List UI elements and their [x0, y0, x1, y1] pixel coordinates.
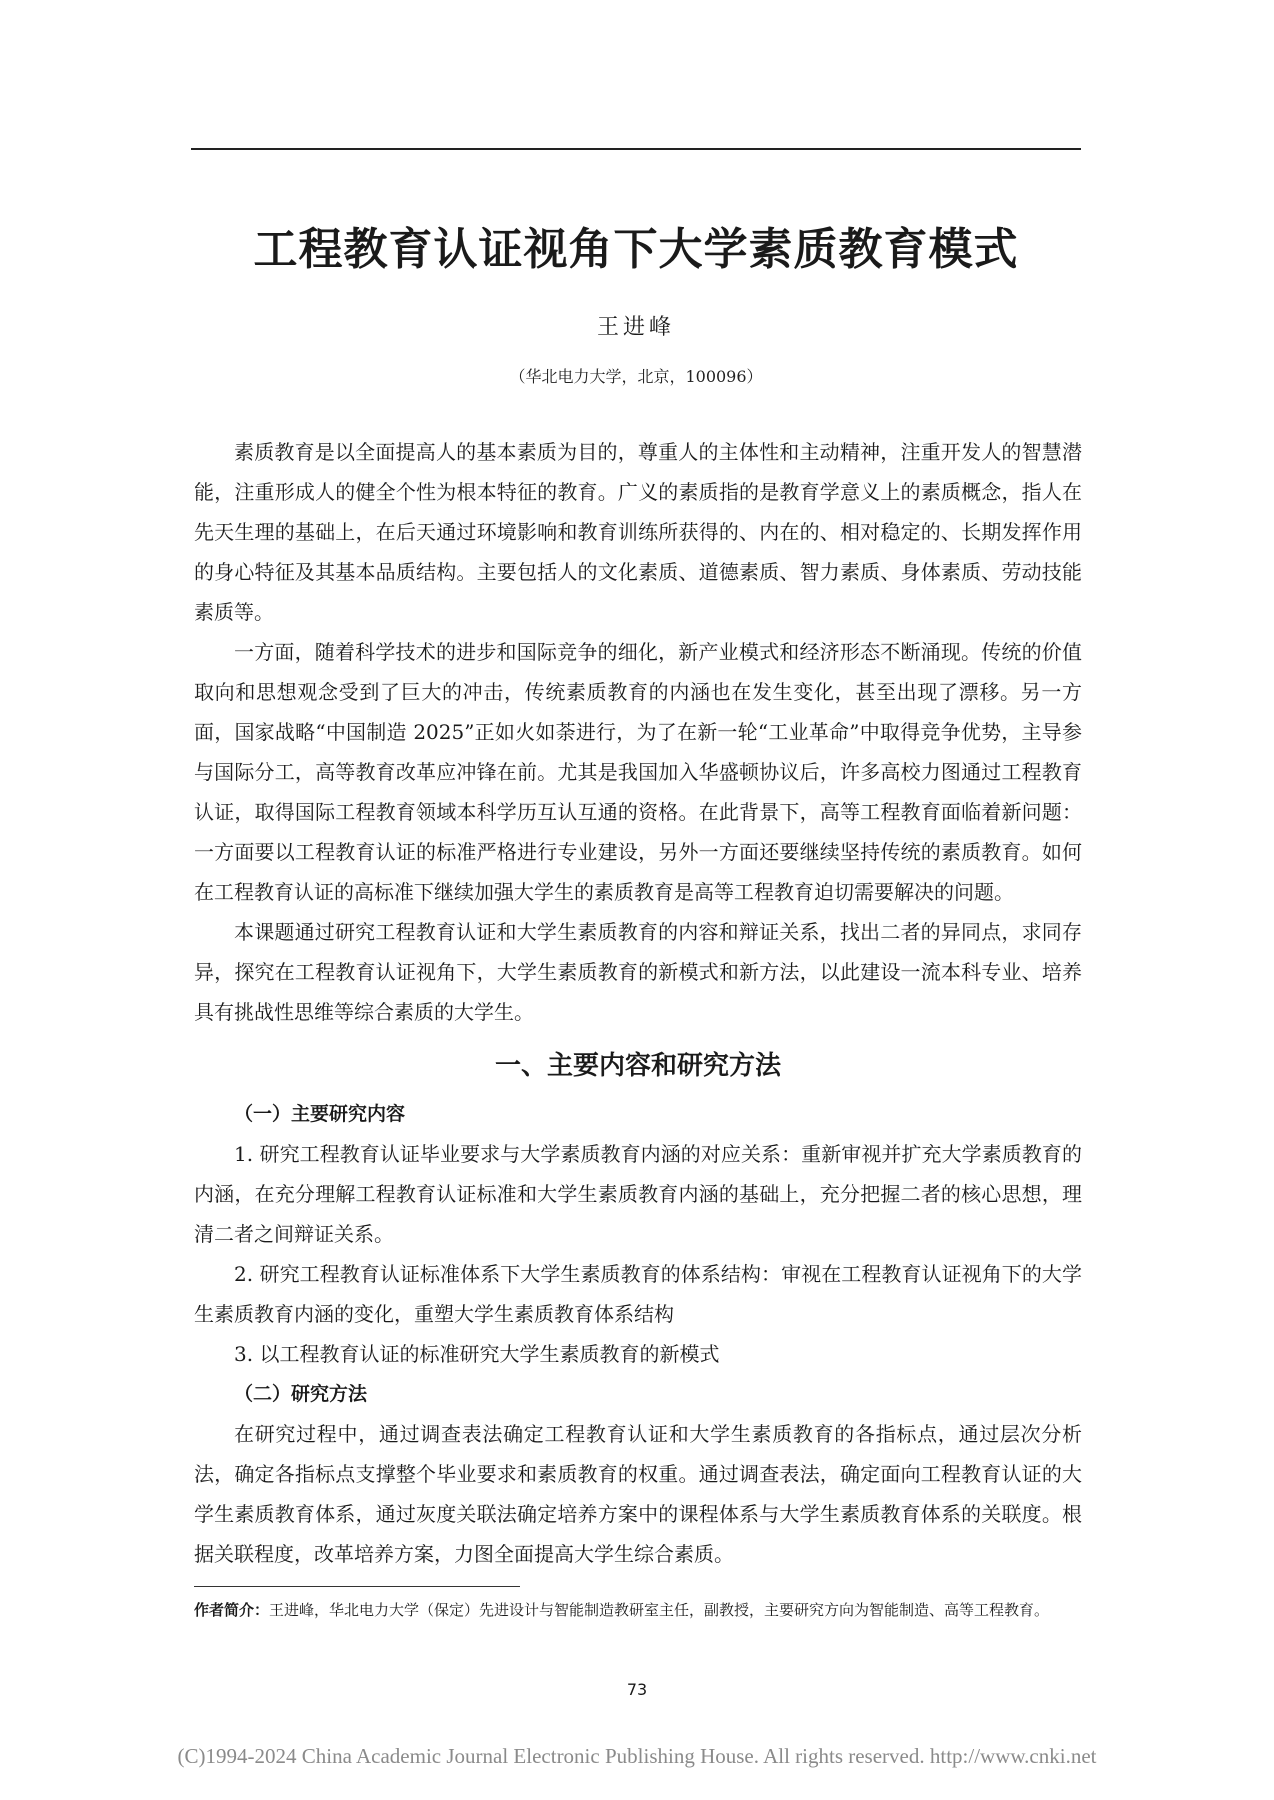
author-footnote — [194, 1596, 1082, 1624]
methods-paragraph: 在研究过程中，通过调查表法确定工程教育认证和大学生素质教育的各指标点，通过层次分析法，确定各指标点支撑整个毕业要求和素质教育的权重。通过调查表法，确定面向工程教育认证的大学生素质教育体系，通过灰度关联法确定培养方案中的课程体系与大学生素质教育体系的关联度。根据关联程度，改革培养方案，力图全面提高大学生综合素质。 — [194, 1422, 1082, 1566]
list-item: 2. 研究工程教育认证标准体系下大学生素质教育的体系结构：审视在工程教育认证视角下的大学生素质教育内涵的变化，重塑大学生素质教育体系结构 — [194, 1262, 1082, 1326]
intro-paragraph: 一方面，随着科学技术的进步和国际竞争的细化，新产业模式和经济形态不断涌现。传统的价值取向和思想观念受到了巨大的冲击，传统素质教育的内涵也在发生变化，甚至出现了漂移。另一方面，国家战略“中国制造 2025”正如火如荼进行，为了在新一轮“工业革命”中取得竞争优势，主导参与国际分工，高等教育改革应冲锋在前。尤其是我国加入华盛顿协议后，许多高校力图通过工程教育认证，取得国际工程教育领域本科学历互认互通的资格。在此背景下，高等工程教育面临着新问题：一方面要以工程教育认证的标准严格进行专业建设，另外一方面还要继续坚持传统的素质教育。如何在工程教育认证的高标准下继续加强大学生的素质教育是高等工程教育迫切需要解决的问题。 — [194, 640, 1082, 904]
subsection-heading: （一）主要研究内容 — [234, 1103, 406, 1125]
subsection-heading: （二）研究方法 — [234, 1383, 368, 1405]
list-item: 3. 以工程教育认证的标准研究大学生素质教育的新模式 — [234, 1342, 720, 1366]
article-body — [194, 432, 1082, 1574]
section-heading: 一、主要内容和研究方法 — [494, 1051, 781, 1081]
header-rule — [191, 148, 1081, 150]
author-name: 王进峰 — [596, 315, 675, 340]
footnote-rule — [194, 1586, 520, 1587]
copyright-watermark: (C)1994-2024 China Academic Journal Electronic Publishing House. All rights reserved. http://www.cnki.net — [177, 1744, 1097, 1768]
page-number: 73 — [626, 1680, 648, 1699]
intro-paragraph: 本课题通过研究工程教育认证和大学生素质教育的内容和辩证关系，找出二者的异同点，求同存异，探究在工程教育认证视角下，大学生素质教育的新模式和新方法，以此建设一流本科专业、培养具有挑战性思维等综合素质的大学生。 — [194, 920, 1082, 1024]
author-affiliation: （华北电力大学，北京，100096） — [509, 367, 763, 386]
footnote-text: 王进峰，华北电力大学（保定）先进设计与智能制造教研室主任，副教授，主要研究方向为智能制造、高等工程教育。 — [269, 1601, 1050, 1619]
list-item: 1. 研究工程教育认证毕业要求与大学素质教育内涵的对应关系：重新审视并扩充大学素质教育的内涵，在充分理解工程教育认证标准和大学生素质教育内涵的基础上，充分把握二者的核心思想，理清二者之间辩证关系。 — [194, 1142, 1082, 1246]
footnote-label: 作者简介： — [194, 1601, 270, 1619]
intro-paragraph: 素质教育是以全面提高人的基本素质为目的，尊重人的主体性和主动精神，注重开发人的智慧潜能，注重形成人的健全个性为根本特征的教育。广义的素质指的是教育学意义上的素质概念，指人在先天生理的基础上，在后天通过环境影响和教育训练所获得的、内在的、相对稳定的、长期发挥作用的身心特征及其基本品质结构。主要包括人的文化素质、道德素质、智力素质、身体素质、劳动技能素质等。 — [194, 440, 1082, 624]
article-title: 工程教育认证视角下大学素质教育模式 — [253, 224, 1019, 275]
